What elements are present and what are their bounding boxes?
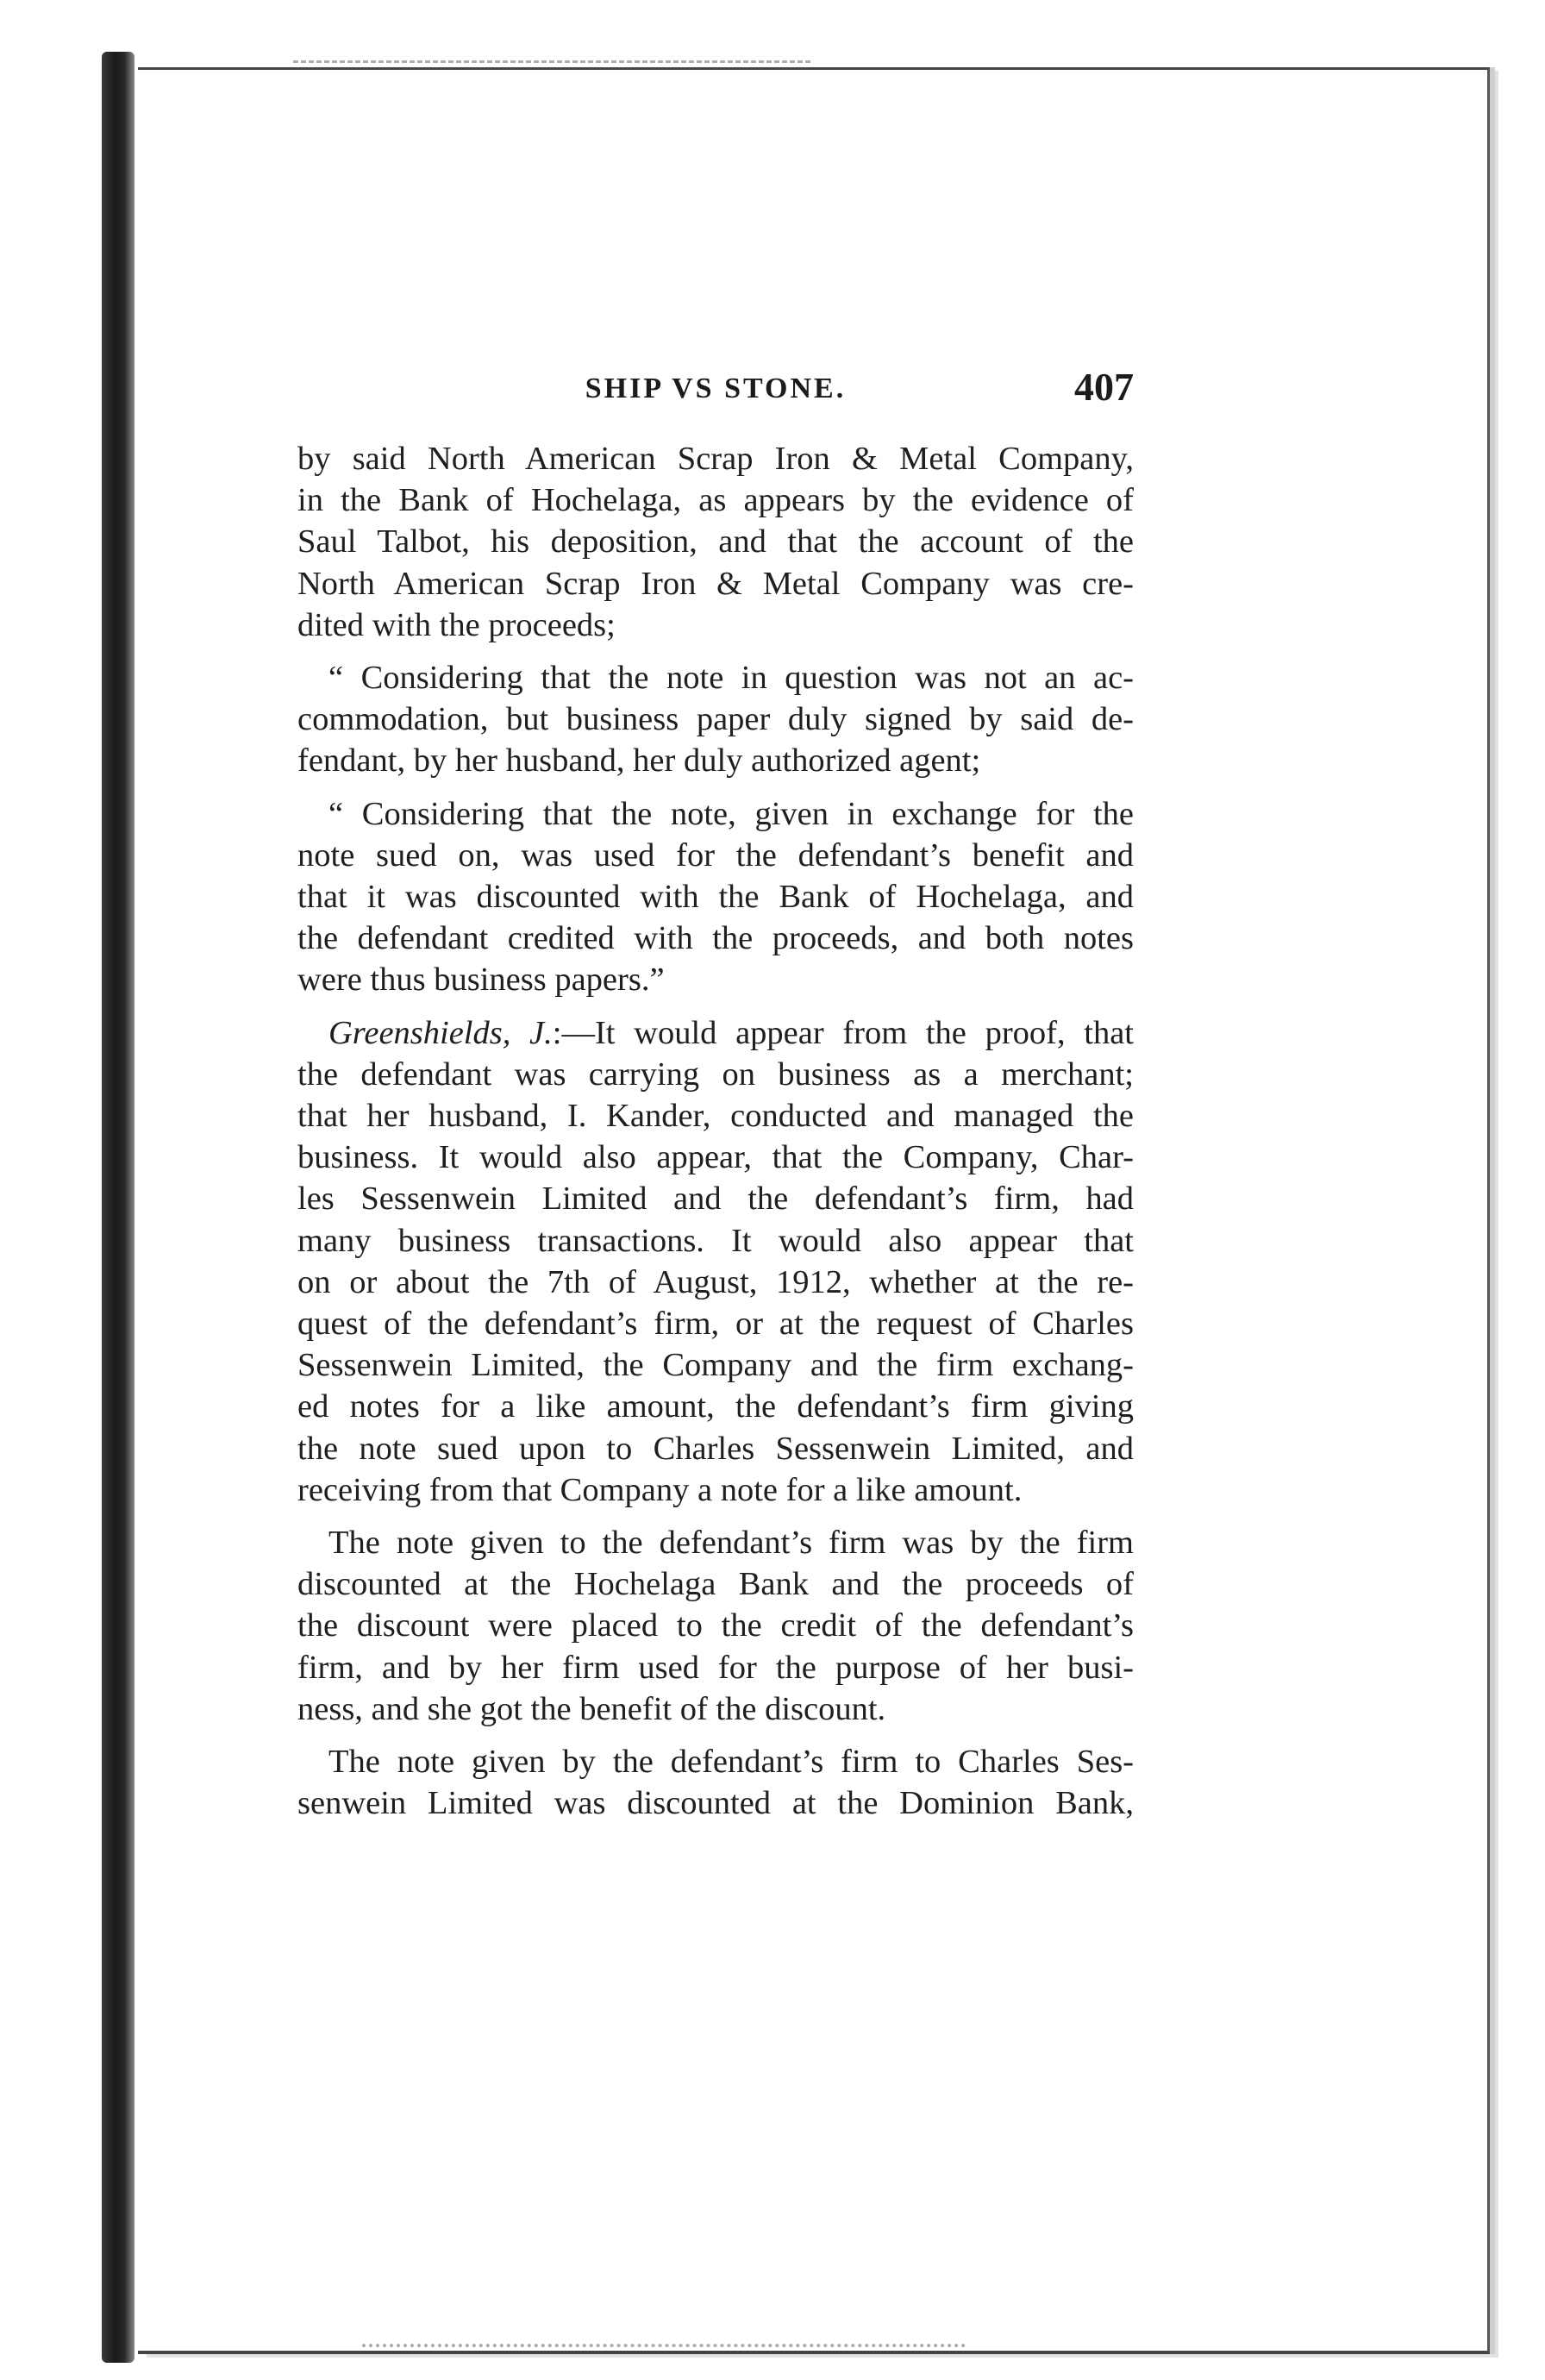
text-line: commodation, but business paper duly signed by said de- (297, 701, 1134, 738)
running-title: SHIP VS STONE. (585, 373, 847, 404)
text-line: that her husband, I. Kander, conducted and managed the (297, 1098, 1134, 1135)
book-binding-edge (102, 52, 134, 2363)
bottom-edge-fray (362, 2344, 966, 2366)
text-line: the defendant was carrying on business as a merchant; (297, 1055, 1134, 1093)
text-line: The note given by the defendant’s firm to Charles Ses- (328, 1744, 1134, 1781)
text-line: North American Scrap Iron & Metal Company was cre- (297, 565, 1134, 602)
paragraph-considering-accommodation (297, 657, 1134, 782)
text-line: senwein Limited was discounted at the Dominion Bank, (297, 1785, 1134, 1822)
text-line: Saul Talbot, his deposition, and that the account of the (297, 523, 1134, 561)
text-line (297, 1012, 1134, 1054)
text-line: discounted at the Hochelaga Bank and the proceeds of (297, 1566, 1134, 1603)
text-line: firm, and by her firm used for the purpose of her busi- (297, 1649, 1134, 1686)
text-line: receiving from that Company a note for a like amount. (297, 1471, 1023, 1508)
text-line: note sued on, was used for the defendant’s benefit and (297, 836, 1134, 874)
text-fragment: :—It would appear from the proof, that (552, 1014, 1134, 1051)
text-line: The note given to the defendant’s firm was by the firm (328, 1525, 1134, 1562)
top-edge-fray (293, 34, 810, 63)
running-head (297, 364, 1134, 424)
text-line: fendant, by her husband, her duly authorized agent; (297, 742, 981, 780)
paragraph-opinion (297, 1012, 1134, 1511)
text-line: the note sued upon to Charles Sessenwein Limited, and (297, 1430, 1134, 1467)
text-line: ness, and she got the benefit of the discount. (297, 1690, 886, 1727)
text-line: in the Bank of Hochelaga, as appears by the evidence of (297, 482, 1134, 519)
text-line: quest of the defendant’s firm, or at the request of Charles (297, 1306, 1134, 1343)
text-line: were thus business papers.” (297, 961, 665, 999)
paragraph-note-to-sessenwein (297, 1741, 1134, 1824)
paragraph-continued (297, 438, 1134, 646)
text-line: that it was discounted with the Bank of Hochelaga, and (297, 879, 1134, 916)
text-line: by said North American Scrap Iron & Metal Company, (297, 441, 1134, 477)
paragraph-note-to-firm (297, 1522, 1134, 1730)
judge-name: Greenshields, J. (328, 1014, 553, 1051)
paragraph-considering-exchange (297, 793, 1134, 1001)
text-line: les Sessenwein Limited and the defendant’s firm, had (297, 1181, 1134, 1218)
text-line: the defendant credited with the proceeds, and both notes (297, 920, 1134, 957)
text-line: “ Considering that the note in question was not an ac- (328, 660, 1134, 697)
page-number: 407 (1074, 365, 1134, 409)
text-line: the discount were placed to the credit of the defendant’s (297, 1607, 1134, 1644)
text-line: business. It would also appear, that the Company, Char- (297, 1139, 1134, 1176)
text-line: many business transactions. It would also appear that (297, 1222, 1134, 1259)
text-line: ed notes for a like amount, the defendant’s firm giving (297, 1388, 1134, 1425)
text-line: Sessenwein Limited, the Company and the firm exchang- (297, 1347, 1134, 1384)
text-line: on or about the 7th of August, 1912, whether at the re- (297, 1263, 1134, 1300)
text-line: dited with the proceeds; (297, 606, 616, 643)
text-line: “ Considering that the note, given in exchange for the (328, 795, 1134, 832)
body-text (297, 438, 1134, 1836)
